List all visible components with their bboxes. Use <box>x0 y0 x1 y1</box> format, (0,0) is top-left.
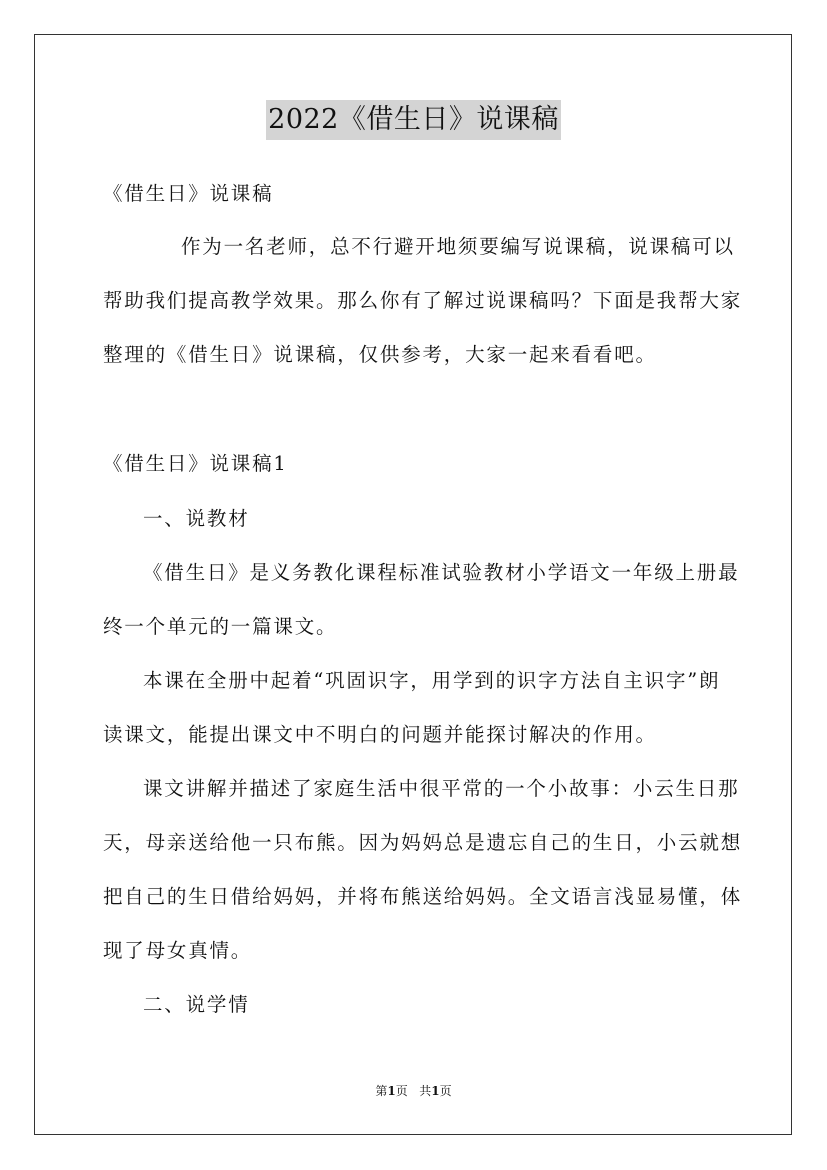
intro-line: 作为一名老师，总不行避开地须要编写说课稿，说课稿可以 <box>181 235 735 258</box>
part-heading: 二、说学情 <box>143 993 250 1016</box>
paragraph-line: 现了母女真情。 <box>103 939 253 962</box>
intro-line: 帮助我们提高教学效果。那么你有了解过说课稿吗？下面是我帮大家 <box>103 289 743 312</box>
paragraph-line: 天，母亲送给他一只布熊。因为妈妈总是遗忘自己的生日，小云就想 <box>103 831 743 854</box>
paragraph-line: 终一个单元的一篇课文。 <box>103 615 338 638</box>
total-suffix: 页 <box>439 1084 452 1098</box>
page-footer <box>0 1083 827 1099</box>
paragraph-line: 把自己的生日借给妈妈，并将布熊送给妈妈。全文语言浅显易懂，体 <box>103 885 743 908</box>
page-suffix: 页 <box>395 1084 408 1098</box>
title-container <box>0 100 827 140</box>
page-number: 1 <box>387 1084 396 1098</box>
total-prefix: 共 <box>419 1084 432 1098</box>
document-title: 2022《借生日》说课稿 <box>266 100 561 140</box>
paragraph-line: 《借生日》是义务教化课程标准试验教材小学语文一年级上册最 <box>143 561 740 584</box>
intro-line: 整理的《借生日》说课稿，仅供参考，大家一起来看看吧。 <box>103 343 657 366</box>
page-prefix: 第 <box>375 1084 388 1098</box>
paragraph-line: 读课文，能提出课文中不明白的问题并能探讨解决的作用。 <box>103 723 657 746</box>
paragraph-line: 课文讲解并描述了家庭生活中很平常的一个小故事：小云生日那 <box>143 777 740 800</box>
paragraph-line: 本课在全册中起着“巩固识字，用学到的识字方法自主识字”朗 <box>143 669 721 692</box>
section-heading: 《借生日》说课稿1 <box>103 452 288 475</box>
subtitle: 《借生日》说课稿 <box>103 182 274 205</box>
part-heading: 一、说教材 <box>143 507 250 530</box>
total-pages: 1 <box>431 1084 440 1098</box>
